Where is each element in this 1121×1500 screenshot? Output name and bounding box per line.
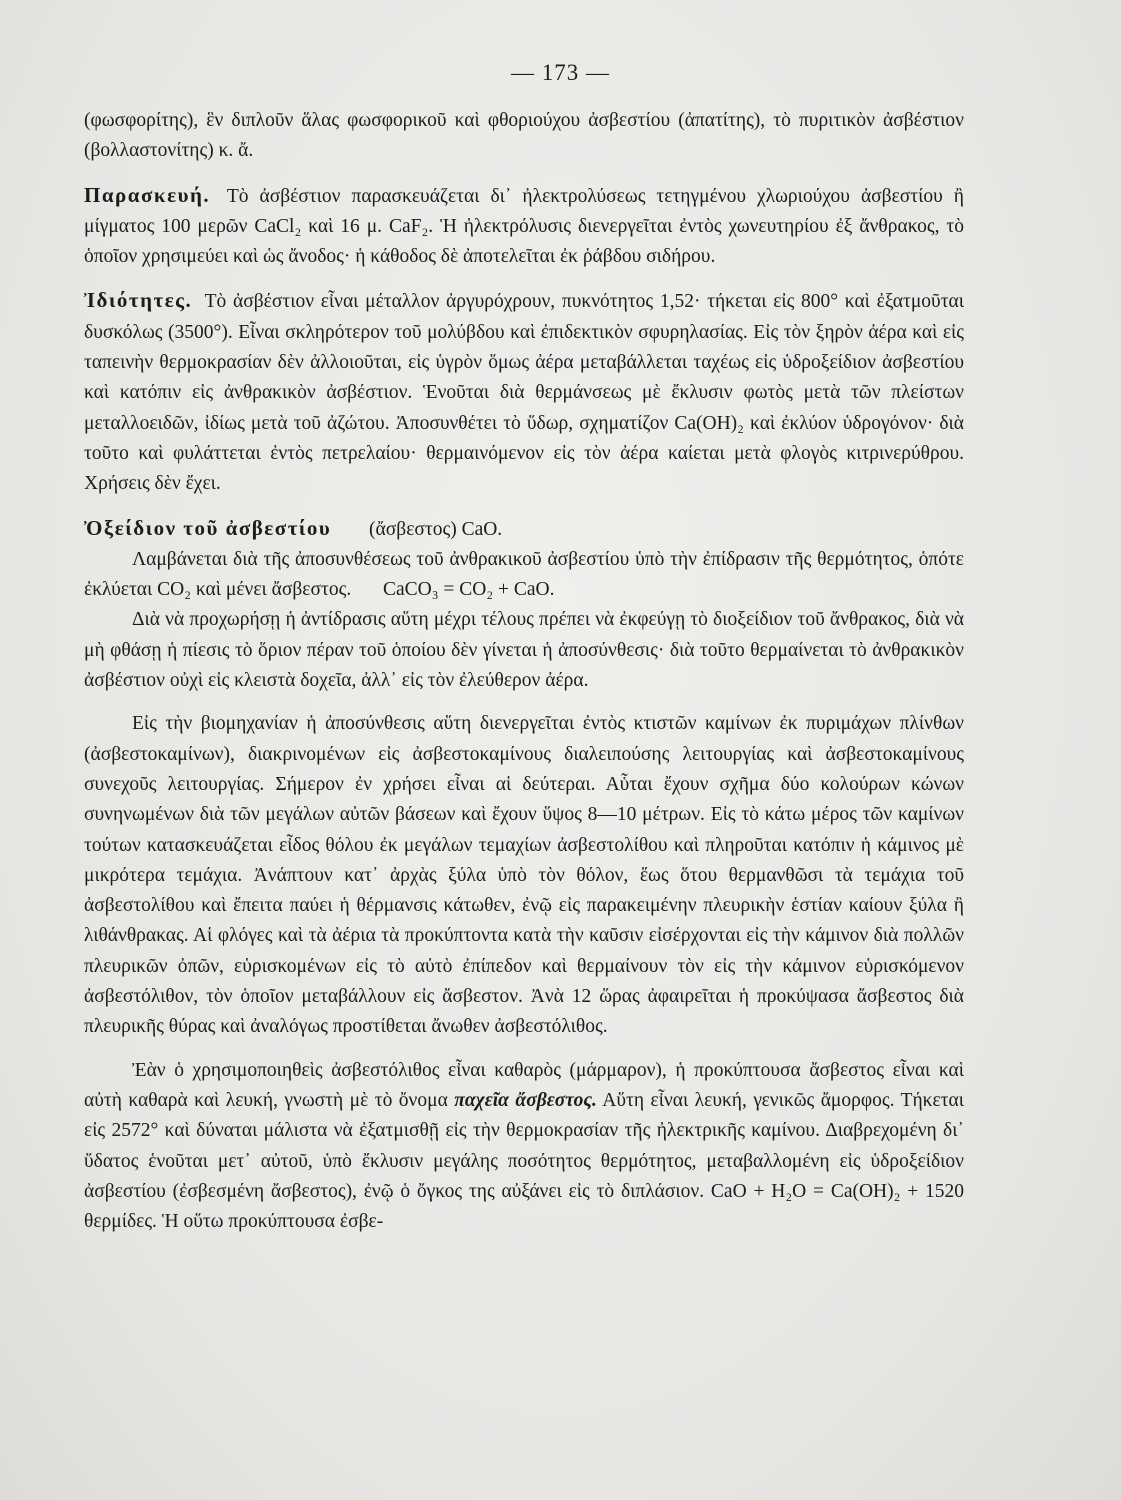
intro-paragraph: (φωσφορίτης), ἓν διπλοῦν ἅλας φωσφορικοῦ καὶ φθοριούχου ἀσβεστίου (ἀπατίτης), τὸ πυριτικὸν ἀσβέστιον (βολλαστονίτης) κ. ἄ. bbox=[84, 110, 964, 162]
preparation-text: Τὸ ἀσβέστιον παρασκευάζεται δι᾽ ἠλεκτρολύσεως τετηγμένου χλωριούχου ἀσβεστίου ἢ μίγματος 100 μερῶν CaCl₂ καὶ 16 μ. CaF₂. Ἡ ἠλεκτρόλυσις διενεργεῖται ἐντὸς χωνευτηρίου ἐξ ἄνθρακος, τὸ ὁποῖον χρησιμεύει καὶ ὡς ἄνοδος· ἡ κάθοδος δὲ ἀποτελεῖται ἐκ ῥάβδου σιδήρου. bbox=[84, 185, 965, 268]
properties-heading: Ἰδιότητες. bbox=[84, 288, 193, 313]
decomposition-formula: CaCO₃ = CO₂ + CaO. bbox=[382, 579, 555, 601]
page-number: — 173 — bbox=[511, 60, 610, 85]
oxide-paragraph-1 bbox=[84, 545, 964, 606]
slaking-formula: CaO + H₂O = Ca(OH)₂ + 1520 θερμίδες. bbox=[84, 1180, 965, 1233]
slaked-lime-paragraph bbox=[84, 1056, 964, 1238]
preparation-paragraph bbox=[84, 180, 964, 273]
page-body bbox=[84, 106, 964, 1237]
properties-text: Τὸ ἀσβέστιον εἶναι μέταλλον ἀργυρόχρουν, πυκνότητος 1,52· τήκεται εἰς 800° καὶ ἐξατμοῦται δυσκόλως (3500°). Εἶναι σκληρότερον τοῦ μολύβδου καὶ ἐπιδεκτικὸν σφυρηλασίας. Εἰς τὸν ξηρὸν ἀέρα καὶ εἰς ταπεινὴν θερμοκρασίαν δὲν ἀλλοιοῦται, εἰς ὑγρὸν ὅμως ἀέρα μεταβάλλεται ταχέως εἰς ὑδροξείδιον ἀσβεστίου καὶ κατόπιν εἰς ἀνθρακικὸν ἀσβέστιον. Ἑνοῦται διὰ θερμάνσεως μὲ ἔκλυσιν φωτὸς μετὰ τῶν πλείστων μεταλλοειδῶν, ἰδίως μετὰ τοῦ ἀζώτου. Ἀποσυνθέτει τὸ ὕδωρ, σχηματίζον Ca(OH)₂ καὶ ἐκλύον ὑδρογόνον· διὰ τοῦτο καὶ φυλάττεται ἐντὸς πετρελαίου· θερμαινόμενον εἰς τὸν ἀέρα καίεται μετὰ φλογὸς κιτρινερύθρου. Χρήσεις δὲν ἔχει. bbox=[84, 291, 964, 495]
industry-paragraph: Εἰς τὴν βιομηχανίαν ἡ ἀποσύνθεσις αὕτη διενεργεῖται ἐντὸς κτιστῶν καμίνων ἐκ πυριμάχων πλίνθων (ἀσβεστοκαμίνων), διακρινομένων εἰς ἀσβεστοκαμίνους διαλειπούσης λειτουργίας καὶ ἀσβεστοκαμίνους συνεχοῦς λειτουργίας. Σήμερον ἐν χρήσει εἶναι αἱ δεύτεραι. Αὗται ἔχουν σχῆμα δύο κολούρων κώνων συνηνωμένων διὰ τῶν μεγάλων αὐτῶν βάσεων καὶ ἔχουν ὕψος 8—10 μέτρων. Εἰς τὸ κάτω μέρος τῶν καμίνων τούτων κατασκευάζεται εἶδος θόλου ἐκ μεγάλων τεμαχίων ἀσβεστολίθου καὶ πληροῦται κατόπιν ἡ κάμινος μὲ μικρότερα τεμάχια. Ἀνάπτουν κατ᾽ ἀρχὰς ξύλα ὑπὸ τὸν θόλον, ἕως ὅτου θερμανθῶσι τὰ τεμάχια τοῦ ἀσβεστολίθου καὶ ἔπειτα παύει ἡ θέρμανσις κάτωθεν, ἐνῷ εἰς παρακειμένην πλευρικὴν ἑστίαν καίουν ξύλα ἢ λιθάνθρακας. Αἱ φλόγες καὶ τὰ ἀέρια τὰ προκύπτοντα κατὰ τὴν καῦσιν εἰσέρχονται εἰς τὴν κάμινον διὰ πολλῶν πλευρικῶν ὀπῶν, εὑρισκομένων εἰς τὸ αὐτὸ ἐπίπεδον καὶ θερμαίνουν τὸν εἰς τὴν κάμινον εὑρισκόμενον ἀσβεστόλιθον, τὸν ὁποῖον μεταβάλλουν εἰς ἄσβεστον. Ἀνὰ 12 ὥρας ἀφαιρεῖται ἡ προκύψασα ἄσβεστος διὰ πλευρικῆς θύρας καὶ ἀναλόγως προστίθεται ἄνωθεν ἀσβεστόλιθος. bbox=[84, 713, 964, 1038]
oxide-paragraph-2: Διὰ νὰ προχωρήσῃ ἡ ἀντίδρασις αὕτη μέχρι τέλους πρέπει νὰ ἐκφεύγῃ τὸ διοξείδιον τοῦ ἄνθρακος, διὰ νὰ μὴ φθάσῃ ἡ πίεσις τὸ ὅριον πέραν τοῦ ὁποίου δὲν γίνεται ἡ ἀποσύνθεσις· διὰ τοῦτο θερμαίνεται τὸ ἀνθρακικὸν ἀσβέστιον οὐχὶ εἰς κλειστὰ δοχεῖα, ἀλλ᾽ εἰς τὸν ἐλεύθερον ἀέρα. bbox=[84, 609, 964, 692]
preparation-heading: Παρασκευή. bbox=[84, 182, 211, 207]
emphasized-term: παχεῖα ἄσβεστος. bbox=[454, 1089, 597, 1111]
final-text-a: Ἐὰν ὁ χρησιμοποιηθεὶς ἀσβεστόλιθος εἶναι καθαρὸς (μάρμαρον), ἡ προκύπτουσα ἄσβεστος εἶναι καὶ αὐτὴ καθαρὰ καὶ λευκή, γνωστὴ μὲ τὸ ὄνομα bbox=[84, 1059, 964, 1111]
oxide-subtitle: (ἄσβεστος) CaO. bbox=[369, 518, 503, 540]
oxide-title-line bbox=[84, 513, 964, 545]
oxide-heading: Ὀξείδιον τοῦ ἀσβεστίου bbox=[84, 515, 332, 540]
properties-paragraph bbox=[84, 285, 964, 499]
final-text-b: Αὕτη εἶναι λευκή, γενικῶς ἄμορφος. Τήκεται εἰς 2572° καὶ δύναται μάλιστα νὰ ἐξατμισθῇ εἰς τὴν θερμοκρασίαν τῆς ἠλεκτρικῆς καμίνου. Διαβρεχομένη δι᾽ ὕδατος ἑνοῦται μετ᾽ αὐτοῦ, ὑπὸ ἔκλυσιν μεγάλης ποσότητος θερμότητος, μεταβαλλομένη εἰς ὑδροξείδιον ἀσβεστίου (ἐσβεσμένη ἄσβεστος), ἐνῷ ὁ ὄγκος της αὐξάνει εἰς τὸ διπλάσιον. bbox=[84, 1089, 964, 1202]
oxide-p1-text: Λαμβάνεται διὰ τῆς ἀποσυνθέσεως τοῦ ἀνθρακικοῦ ἀσβεστίου ὑπὸ τὴν ἐπίδρασιν τῆς θερμότητος, ὁπότε ἐκλύεται CO₂ καὶ μένει ἄσβεστος. bbox=[84, 548, 964, 601]
final-text-c: Ἡ οὕτω προκύπτουσα ἐσβε- bbox=[161, 1211, 384, 1233]
